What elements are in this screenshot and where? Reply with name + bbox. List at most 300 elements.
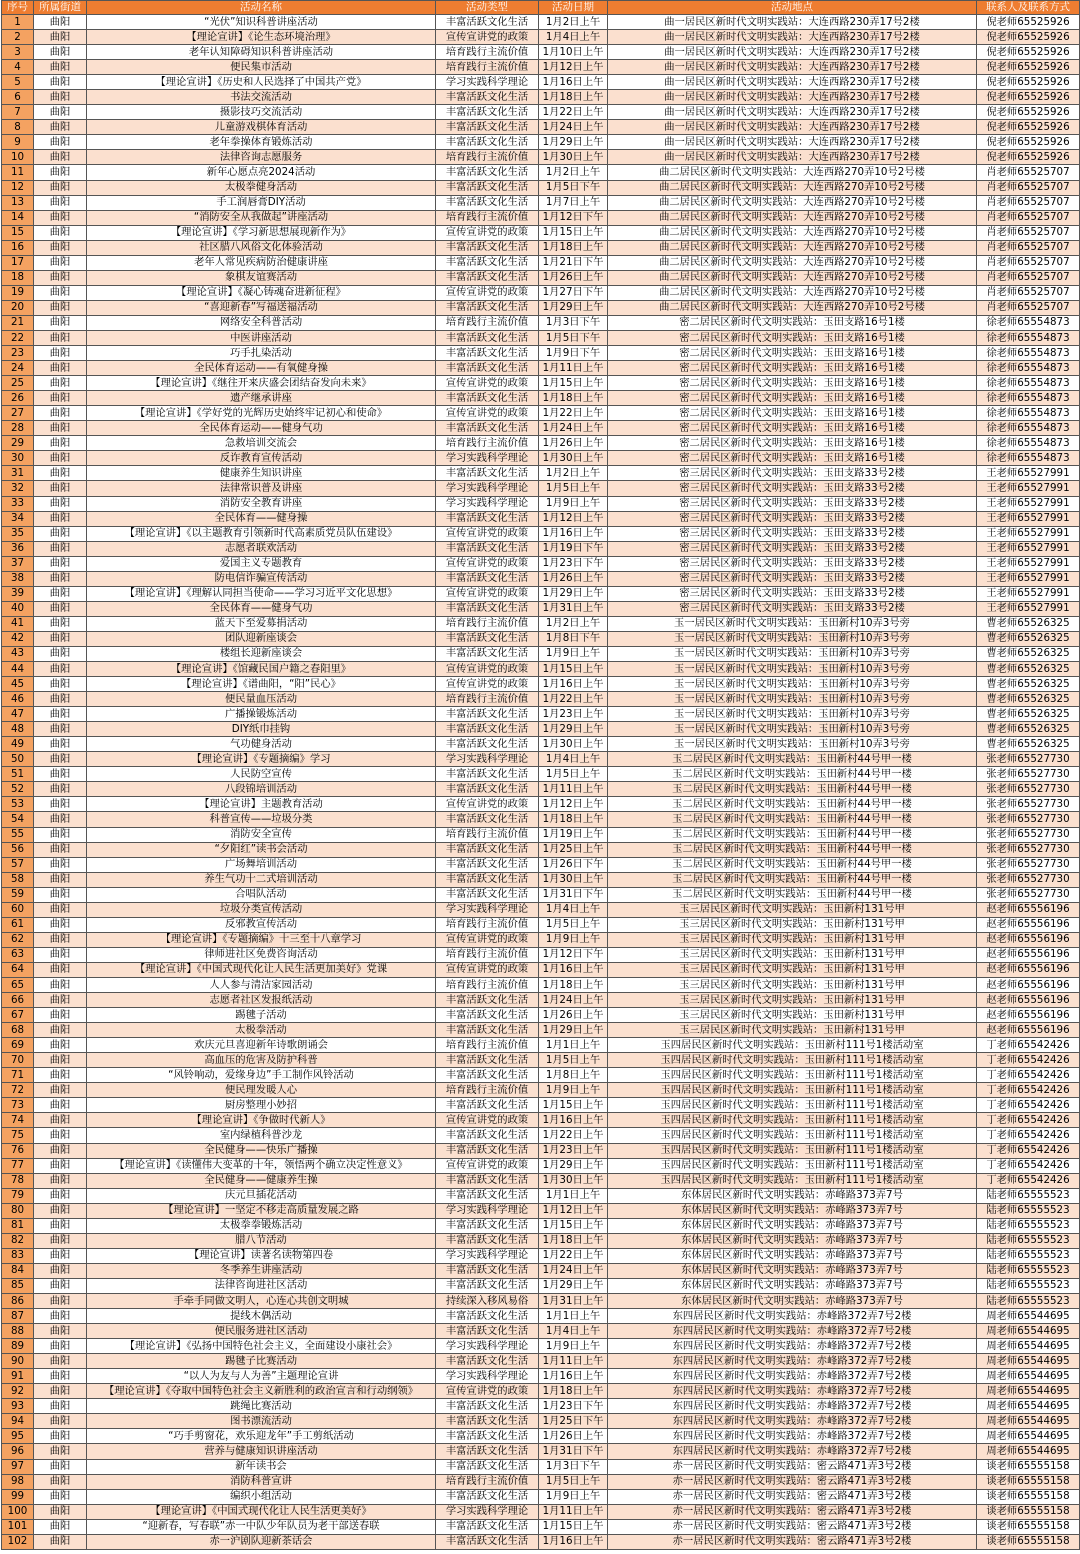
contact-cell: 曹老师65526325 — [977, 662, 1080, 677]
activity-name-cell: 团队迎新座谈会 — [87, 631, 436, 646]
seq-cell: 41 — [2, 616, 34, 631]
activity-name-cell: 营养与健康知识讲座活动 — [87, 1444, 436, 1459]
activity-name-cell: 踢毽子活动 — [87, 1008, 436, 1023]
seq-cell: 40 — [2, 601, 34, 616]
activity-type-cell: 学习实践科学理论 — [436, 1339, 539, 1354]
activity-type-cell: 丰富活跃文化生活 — [436, 1173, 539, 1188]
seq-cell: 100 — [2, 1504, 34, 1519]
contact-cell: 曹老师65526325 — [977, 737, 1080, 752]
activity-location-cell: 密二居民区新时代文明实践站：玉田支路16号1楼 — [608, 330, 977, 345]
table-row — [2, 601, 1080, 616]
activity-type-cell: 培育践行主流价值 — [436, 45, 539, 60]
activity-date-cell: 1月29日上午 — [539, 586, 608, 601]
contact-cell: 张老师65527730 — [977, 872, 1080, 887]
activity-type-cell: 宣传宣讲党的政策 — [436, 556, 539, 571]
contact-cell: 谈老师65555158 — [977, 1504, 1080, 1519]
activity-date-cell: 1月10日上午 — [539, 45, 608, 60]
contact-cell: 赵老师65556196 — [977, 947, 1080, 962]
activity-type-cell: 培育践行主流价值 — [436, 1474, 539, 1489]
activity-type-cell: 丰富活跃文化生活 — [436, 1233, 539, 1248]
activity-location-cell: 曲一居民区新时代文明实践站：大连西路230弄17号2楼 — [608, 15, 977, 30]
table-row — [2, 842, 1080, 857]
activity-name-cell: 【理论宣讲】《弘扬中国特色社会主义，全面建设小康社会》 — [87, 1339, 436, 1354]
seq-cell: 93 — [2, 1399, 34, 1414]
activity-type-cell: 丰富活跃文化生活 — [436, 1188, 539, 1203]
activity-location-cell: 赤一居民区新时代文明实践站：密云路471弄3号2楼 — [608, 1519, 977, 1534]
activity-name-cell: 【理论宣讲】《中国式现代化让人民生活更美好》 — [87, 1504, 436, 1519]
seq-cell: 66 — [2, 993, 34, 1008]
contact-cell: 徐老师65554873 — [977, 361, 1080, 376]
activity-name-cell: 反诈教育宣传活动 — [87, 451, 436, 466]
contact-cell: 徐老师65554873 — [977, 330, 1080, 345]
activity-name-cell: 赤一沪剧队迎新茶话会 — [87, 1534, 436, 1549]
activity-type-cell: 持续深入移风易俗 — [436, 1293, 539, 1308]
activity-date-cell: 1月22日上午 — [539, 105, 608, 120]
activity-date-cell: 1月4日上午 — [539, 902, 608, 917]
contact-cell: 王老师65527991 — [977, 511, 1080, 526]
street-cell: 曲阳 — [34, 511, 87, 526]
activity-type-cell: 学习实践科学理论 — [436, 1248, 539, 1263]
activity-name-cell: 腊八节活动 — [87, 1233, 436, 1248]
activity-location-cell: 曲一居民区新时代文明实践站：大连西路230弄17号2楼 — [608, 150, 977, 165]
activity-location-cell: 玉四居民区新时代文明实践站：玉田新村111号1楼活动室 — [608, 1158, 977, 1173]
activity-name-cell: 网络安全科普活动 — [87, 315, 436, 330]
activity-date-cell: 1月18日上午 — [539, 90, 608, 105]
street-cell: 曲阳 — [34, 1474, 87, 1489]
activity-date-cell: 1月26日上午 — [539, 1429, 608, 1444]
activity-name-cell: 摄影技巧交流活动 — [87, 105, 436, 120]
activity-type-cell: 丰富活跃文化生活 — [436, 1519, 539, 1534]
activity-name-cell: “夕阳红”读书会活动 — [87, 842, 436, 857]
seq-cell: 8 — [2, 120, 34, 135]
activity-location-cell: 密二居民区新时代文明实践站：玉田支路16号1楼 — [608, 315, 977, 330]
activity-name-cell: 老年拳操体育锻炼活动 — [87, 135, 436, 150]
seq-cell: 46 — [2, 692, 34, 707]
activity-name-cell: 老年认知障碍知识科普讲座活动 — [87, 45, 436, 60]
activity-date-cell: 1月15日上午 — [539, 225, 608, 240]
seq-cell: 74 — [2, 1113, 34, 1128]
contact-cell: 张老师65527730 — [977, 842, 1080, 857]
table-row — [2, 1444, 1080, 1459]
contact-cell: 丁老师65542426 — [977, 1098, 1080, 1113]
contact-cell: 赵老师65556196 — [977, 917, 1080, 932]
activity-type-cell: 宣传宣讲党的政策 — [436, 586, 539, 601]
table-row — [2, 1354, 1080, 1369]
seq-cell: 90 — [2, 1354, 34, 1369]
seq-cell: 57 — [2, 857, 34, 872]
table-row — [2, 677, 1080, 692]
activity-type-cell: 丰富活跃文化生活 — [436, 1399, 539, 1414]
seq-cell: 84 — [2, 1263, 34, 1278]
street-cell: 曲阳 — [34, 270, 87, 285]
street-cell: 曲阳 — [34, 361, 87, 376]
table-row — [2, 782, 1080, 797]
activity-location-cell: 玉二居民区新时代文明实践站：玉田新村44号甲一楼 — [608, 767, 977, 782]
activity-name-cell: 手牵手同做文明人，心连心共创文明城 — [87, 1293, 436, 1308]
contact-cell: 丁老师65542426 — [977, 1113, 1080, 1128]
contact-cell: 谈老师65555158 — [977, 1459, 1080, 1474]
contact-cell: 张老师65527730 — [977, 767, 1080, 782]
activity-type-cell: 丰富活跃文化生活 — [436, 1278, 539, 1293]
activity-name-cell: “巧手剪窗花，欢乐迎龙年”手工剪纸活动 — [87, 1429, 436, 1444]
street-cell: 曲阳 — [34, 225, 87, 240]
table-row — [2, 1309, 1080, 1324]
activity-date-cell: 1月2日上午 — [539, 165, 608, 180]
activity-date-cell: 1月24日上午 — [539, 421, 608, 436]
activity-location-cell: 玉三居民区新时代文明实践站：玉田新村131号甲 — [608, 902, 977, 917]
activity-date-cell: 1月5日下午 — [539, 330, 608, 345]
table-row — [2, 240, 1080, 255]
seq-cell: 42 — [2, 631, 34, 646]
activity-date-cell: 1月12日上午 — [539, 1203, 608, 1218]
activity-location-cell: 曲二居民区新时代文明实践站：大连西路270弄10号2号楼 — [608, 210, 977, 225]
table-row — [2, 1489, 1080, 1504]
table-row — [2, 631, 1080, 646]
activity-type-cell: 丰富活跃文化生活 — [436, 270, 539, 285]
activity-type-cell: 丰富活跃文化生活 — [436, 887, 539, 902]
seq-cell: 98 — [2, 1474, 34, 1489]
activity-location-cell: 玉一居民区新时代文明实践站：玉田新村10弄3号旁 — [608, 707, 977, 722]
activity-name-cell: 律师进社区免费咨询活动 — [87, 947, 436, 962]
activity-date-cell: 1月16日上午 — [539, 526, 608, 541]
activity-location-cell: 曲一居民区新时代文明实践站：大连西路230弄17号2楼 — [608, 90, 977, 105]
table-row — [2, 932, 1080, 947]
table-row — [2, 662, 1080, 677]
activity-type-cell: 丰富活跃文化生活 — [436, 120, 539, 135]
activity-name-cell: “消防安全从我做起”讲座活动 — [87, 210, 436, 225]
seq-cell: 6 — [2, 90, 34, 105]
seq-cell: 27 — [2, 406, 34, 421]
street-cell: 曲阳 — [34, 1233, 87, 1248]
activity-date-cell: 1月25日下午 — [539, 1414, 608, 1429]
activity-location-cell: 东体居民区新时代文明实践站：赤峰路373弄7号 — [608, 1203, 977, 1218]
activity-name-cell: 便民理发暖人心 — [87, 1083, 436, 1098]
seq-cell: 60 — [2, 902, 34, 917]
activity-type-cell: 丰富活跃文化生活 — [436, 1534, 539, 1549]
activity-name-cell: 【理论宣讲】《学习新思想展现新作为》 — [87, 225, 436, 240]
activity-date-cell: 1月23日上午 — [539, 707, 608, 722]
street-cell: 曲阳 — [34, 842, 87, 857]
activity-location-cell: 东四居民区新时代文明实践站：赤峰路372弄7号2楼 — [608, 1414, 977, 1429]
activity-location-cell: 玉三居民区新时代文明实践站：玉田新村131号甲 — [608, 932, 977, 947]
seq-cell: 58 — [2, 872, 34, 887]
activity-location-cell: 玉四居民区新时代文明实践站：玉田新村111号1楼活动室 — [608, 1098, 977, 1113]
contact-cell: 徐老师65554873 — [977, 451, 1080, 466]
header-activity-location: 活动地点 — [608, 1, 977, 15]
activity-name-cell: 气功健身活动 — [87, 737, 436, 752]
table-row — [2, 1038, 1080, 1053]
seq-cell: 7 — [2, 105, 34, 120]
seq-cell: 2 — [2, 30, 34, 45]
header-street: 所属街道 — [34, 1, 87, 15]
table-row — [2, 707, 1080, 722]
activity-date-cell: 1月11日上午 — [539, 782, 608, 797]
activity-date-cell: 1月1日上午 — [539, 1038, 608, 1053]
activity-type-cell: 宣传宣讲党的政策 — [436, 30, 539, 45]
seq-cell: 80 — [2, 1203, 34, 1218]
activity-date-cell: 1月18日上午 — [539, 240, 608, 255]
activity-location-cell: 东四居民区新时代文明实践站：赤峰路372弄7号2楼 — [608, 1369, 977, 1384]
street-cell: 曲阳 — [34, 1203, 87, 1218]
activity-location-cell: 曲二居民区新时代文明实践站：大连西路270弄10号2号楼 — [608, 285, 977, 300]
table-row — [2, 962, 1080, 977]
activity-date-cell: 1月9日下午 — [539, 346, 608, 361]
activity-type-cell: 丰富活跃文化生活 — [436, 1459, 539, 1474]
activity-location-cell: 玉三居民区新时代文明实践站：玉田新村131号甲 — [608, 962, 977, 977]
activity-type-cell: 学习实践科学理论 — [436, 1203, 539, 1218]
activity-name-cell: 图书漂流活动 — [87, 1414, 436, 1429]
street-cell: 曲阳 — [34, 1263, 87, 1278]
table-row — [2, 1278, 1080, 1293]
activity-location-cell: 密三居民区新时代文明实践站：玉田支路33号2楼 — [608, 556, 977, 571]
table-row — [2, 15, 1080, 30]
activity-date-cell: 1月15日上午 — [539, 1519, 608, 1534]
street-cell: 曲阳 — [34, 1038, 87, 1053]
activity-location-cell: 密三居民区新时代文明实践站：玉田支路33号2楼 — [608, 481, 977, 496]
seq-cell: 65 — [2, 978, 34, 993]
activity-type-cell: 丰富活跃文化生活 — [436, 105, 539, 120]
activity-type-cell: 丰富活跃文化生活 — [436, 90, 539, 105]
activity-name-cell: 【理论宣讲】一坚定不移走高质量发展之路 — [87, 1203, 436, 1218]
street-cell: 曲阳 — [34, 872, 87, 887]
activity-type-cell: 丰富活跃文化生活 — [436, 15, 539, 30]
activity-date-cell: 1月18日上午 — [539, 978, 608, 993]
table-row — [2, 436, 1080, 451]
table-row — [2, 165, 1080, 180]
contact-cell: 陆老师65555523 — [977, 1203, 1080, 1218]
seq-cell: 49 — [2, 737, 34, 752]
contact-cell: 周老师65544695 — [977, 1324, 1080, 1339]
activity-location-cell: 东四居民区新时代文明实践站：赤峰路372弄7号2楼 — [608, 1354, 977, 1369]
seq-cell: 18 — [2, 270, 34, 285]
contact-cell: 倪老师65525926 — [977, 105, 1080, 120]
header-activity-name: 活动名称 — [87, 1, 436, 15]
street-cell: 曲阳 — [34, 1399, 87, 1414]
seq-cell: 96 — [2, 1444, 34, 1459]
contact-cell: 张老师65527730 — [977, 782, 1080, 797]
activity-location-cell: 密三居民区新时代文明实践站：玉田支路33号2楼 — [608, 511, 977, 526]
street-cell: 曲阳 — [34, 601, 87, 616]
contact-cell: 肖老师65525707 — [977, 285, 1080, 300]
activity-location-cell: 玉一居民区新时代文明实践站：玉田新村10弄3号旁 — [608, 677, 977, 692]
activity-name-cell: 书法交流活动 — [87, 90, 436, 105]
table-row — [2, 1158, 1080, 1173]
activity-name-cell: 便民集市活动 — [87, 60, 436, 75]
table-row — [2, 210, 1080, 225]
street-cell: 曲阳 — [34, 1534, 87, 1549]
contact-cell: 谈老师65555158 — [977, 1474, 1080, 1489]
activity-location-cell: 玉二居民区新时代文明实践站：玉田新村44号甲一楼 — [608, 752, 977, 767]
seq-cell: 51 — [2, 767, 34, 782]
table-row — [2, 571, 1080, 586]
activity-date-cell: 1月9日上午 — [539, 1339, 608, 1354]
activity-date-cell: 1月8日下午 — [539, 631, 608, 646]
activity-type-cell: 丰富活跃文化生活 — [436, 240, 539, 255]
activity-location-cell: 曲二居民区新时代文明实践站：大连西路270弄10号2号楼 — [608, 165, 977, 180]
street-cell: 曲阳 — [34, 571, 87, 586]
street-cell: 曲阳 — [34, 1113, 87, 1128]
activity-name-cell: 欢庆元旦喜迎新年诗歌朗诵会 — [87, 1038, 436, 1053]
activity-type-cell: 丰富活跃文化生活 — [436, 421, 539, 436]
seq-cell: 91 — [2, 1369, 34, 1384]
activity-type-cell: 丰富活跃文化生活 — [436, 1444, 539, 1459]
table-row — [2, 917, 1080, 932]
street-cell: 曲阳 — [34, 947, 87, 962]
activity-name-cell: 遗产继承讲座 — [87, 391, 436, 406]
activity-name-cell: 楼组长迎新座谈会 — [87, 646, 436, 661]
seq-cell: 63 — [2, 947, 34, 962]
activity-location-cell: 曲二居民区新时代文明实践站：大连西路270弄10号2号楼 — [608, 180, 977, 195]
street-cell: 曲阳 — [34, 917, 87, 932]
contact-cell: 陆老师65555523 — [977, 1188, 1080, 1203]
contact-cell: 丁老师65542426 — [977, 1053, 1080, 1068]
activity-name-cell: 消防科普宣讲 — [87, 1474, 436, 1489]
table-row — [2, 180, 1080, 195]
activity-date-cell: 1月5日上午 — [539, 767, 608, 782]
activity-type-cell: 丰富活跃文化生活 — [436, 646, 539, 661]
contact-cell: 王老师65527991 — [977, 541, 1080, 556]
activity-location-cell: 玉二居民区新时代文明实践站：玉田新村44号甲一楼 — [608, 857, 977, 872]
contact-cell: 张老师65527730 — [977, 812, 1080, 827]
street-cell: 曲阳 — [34, 616, 87, 631]
street-cell: 曲阳 — [34, 406, 87, 421]
activity-location-cell: 曲二居民区新时代文明实践站：大连西路270弄10号2号楼 — [608, 300, 977, 315]
activity-location-cell: 玉四居民区新时代文明实践站：玉田新村111号1楼活动室 — [608, 1143, 977, 1158]
activity-location-cell: 玉二居民区新时代文明实践站：玉田新村44号甲一楼 — [608, 812, 977, 827]
activity-name-cell: 法律咨询志愿服务 — [87, 150, 436, 165]
table-header — [2, 1, 1080, 15]
street-cell: 曲阳 — [34, 391, 87, 406]
contact-cell: 赵老师65556196 — [977, 978, 1080, 993]
street-cell: 曲阳 — [34, 1459, 87, 1474]
activity-type-cell: 丰富活跃文化生活 — [436, 180, 539, 195]
activity-location-cell: 玉三居民区新时代文明实践站：玉田新村131号甲 — [608, 947, 977, 962]
seq-cell: 76 — [2, 1143, 34, 1158]
activity-date-cell: 1月22日上午 — [539, 406, 608, 421]
activity-name-cell: 法律咨询进社区活动 — [87, 1278, 436, 1293]
activity-location-cell: 赤一居民区新时代文明实践站：密云路471弄3号2楼 — [608, 1504, 977, 1519]
contact-cell: 徐老师65554873 — [977, 436, 1080, 451]
table-row — [2, 135, 1080, 150]
activity-date-cell: 1月18日上午 — [539, 812, 608, 827]
activity-type-cell: 培育践行主流价值 — [436, 150, 539, 165]
activity-type-cell: 宣传宣讲党的政策 — [436, 1158, 539, 1173]
header-contact: 联系人及联系方式 — [977, 1, 1080, 15]
activity-location-cell: 玉一居民区新时代文明实践站：玉田新村10弄3号旁 — [608, 646, 977, 661]
table-row — [2, 1233, 1080, 1248]
table-row — [2, 150, 1080, 165]
seq-cell: 69 — [2, 1038, 34, 1053]
activity-location-cell: 玉四居民区新时代文明实践站：玉田新村111号1楼活动室 — [608, 1083, 977, 1098]
activity-name-cell: 合唱队活动 — [87, 887, 436, 902]
seq-cell: 86 — [2, 1293, 34, 1308]
activity-type-cell: 培育践行主流价值 — [436, 917, 539, 932]
activity-name-cell: 编织小组活动 — [87, 1489, 436, 1504]
activity-name-cell: 【理论宣讲】主题教育活动 — [87, 797, 436, 812]
activity-location-cell: 密三居民区新时代文明实践站：玉田支路33号2楼 — [608, 571, 977, 586]
activity-date-cell: 1月15日上午 — [539, 1218, 608, 1233]
contact-cell: 丁老师65542426 — [977, 1068, 1080, 1083]
street-cell: 曲阳 — [34, 737, 87, 752]
street-cell: 曲阳 — [34, 1248, 87, 1263]
activity-location-cell: 密三居民区新时代文明实践站：玉田支路33号2楼 — [608, 466, 977, 481]
activity-name-cell: 全民健身——健康养生操 — [87, 1173, 436, 1188]
activity-name-cell: 【理论宣讲】《馆藏民国户籍之春阳里》 — [87, 662, 436, 677]
table-row — [2, 496, 1080, 511]
street-cell: 曲阳 — [34, 1008, 87, 1023]
contact-cell: 丁老师65542426 — [977, 1143, 1080, 1158]
activity-type-cell: 培育践行主流价值 — [436, 315, 539, 330]
contact-cell: 周老师65544695 — [977, 1384, 1080, 1399]
activity-location-cell: 玉二居民区新时代文明实践站：玉田新村44号甲一楼 — [608, 842, 977, 857]
activity-date-cell: 1月19日下午 — [539, 541, 608, 556]
contact-cell: 肖老师65525707 — [977, 255, 1080, 270]
table-row — [2, 887, 1080, 902]
seq-cell: 79 — [2, 1188, 34, 1203]
contact-cell: 王老师65527991 — [977, 496, 1080, 511]
contact-cell: 陆老师65555523 — [977, 1278, 1080, 1293]
activity-location-cell: 东四居民区新时代文明实践站：赤峰路372弄7号2楼 — [608, 1384, 977, 1399]
contact-cell: 曹老师65526325 — [977, 631, 1080, 646]
street-cell: 曲阳 — [34, 1098, 87, 1113]
street-cell: 曲阳 — [34, 1369, 87, 1384]
table-row — [2, 978, 1080, 993]
activity-type-cell: 培育践行主流价值 — [436, 1083, 539, 1098]
street-cell: 曲阳 — [34, 797, 87, 812]
table-row — [2, 827, 1080, 842]
seq-cell: 68 — [2, 1023, 34, 1038]
table-row — [2, 1188, 1080, 1203]
table-row — [2, 812, 1080, 827]
table-row — [2, 225, 1080, 240]
contact-cell: 倪老师65525926 — [977, 75, 1080, 90]
activity-type-cell: 培育践行主流价值 — [436, 692, 539, 707]
activity-location-cell: 密二居民区新时代文明实践站：玉田支路16号1楼 — [608, 421, 977, 436]
activity-name-cell: 【理论宣讲】《谱曲阳，“阳”民心》 — [87, 677, 436, 692]
table-row — [2, 1414, 1080, 1429]
activity-name-cell: 高血压的危害及防护科普 — [87, 1053, 436, 1068]
contact-cell: 陆老师65555523 — [977, 1293, 1080, 1308]
activity-name-cell: 【理论宣讲】《继往开来庆盛会团结奋发向未来》 — [87, 376, 436, 391]
activity-type-cell: 培育践行主流价值 — [436, 436, 539, 451]
activity-location-cell: 玉二居民区新时代文明实践站：玉田新村44号甲一楼 — [608, 872, 977, 887]
table-row — [2, 1113, 1080, 1128]
activity-date-cell: 1月24日上午 — [539, 1263, 608, 1278]
table-row — [2, 857, 1080, 872]
activity-type-cell: 宣传宣讲党的政策 — [436, 1384, 539, 1399]
activity-name-cell: “风铃响动，爱缘身边”手工制作风铃活动 — [87, 1068, 436, 1083]
street-cell: 曲阳 — [34, 812, 87, 827]
contact-cell: 徐老师65554873 — [977, 376, 1080, 391]
activity-name-cell: 太极拳健身活动 — [87, 180, 436, 195]
contact-cell: 陆老师65555523 — [977, 1218, 1080, 1233]
street-cell: 曲阳 — [34, 451, 87, 466]
activity-type-cell: 丰富活跃文化生活 — [436, 1354, 539, 1369]
activity-name-cell: 志愿者联欢活动 — [87, 541, 436, 556]
street-cell: 曲阳 — [34, 857, 87, 872]
activity-type-cell: 丰富活跃文化生活 — [436, 857, 539, 872]
activity-date-cell: 1月21日下午 — [539, 255, 608, 270]
activity-date-cell: 1月29日上午 — [539, 1278, 608, 1293]
seq-cell: 50 — [2, 752, 34, 767]
activity-name-cell: 急救培训交流会 — [87, 436, 436, 451]
activity-location-cell: 密三居民区新时代文明实践站：玉田支路33号2楼 — [608, 586, 977, 601]
activity-name-cell: 【理论宣讲】《理解认同担当使命——学习习近平文化思想》 — [87, 586, 436, 601]
activity-type-cell: 宣传宣讲党的政策 — [436, 962, 539, 977]
seq-cell: 88 — [2, 1324, 34, 1339]
street-cell: 曲阳 — [34, 1444, 87, 1459]
seq-cell: 82 — [2, 1233, 34, 1248]
